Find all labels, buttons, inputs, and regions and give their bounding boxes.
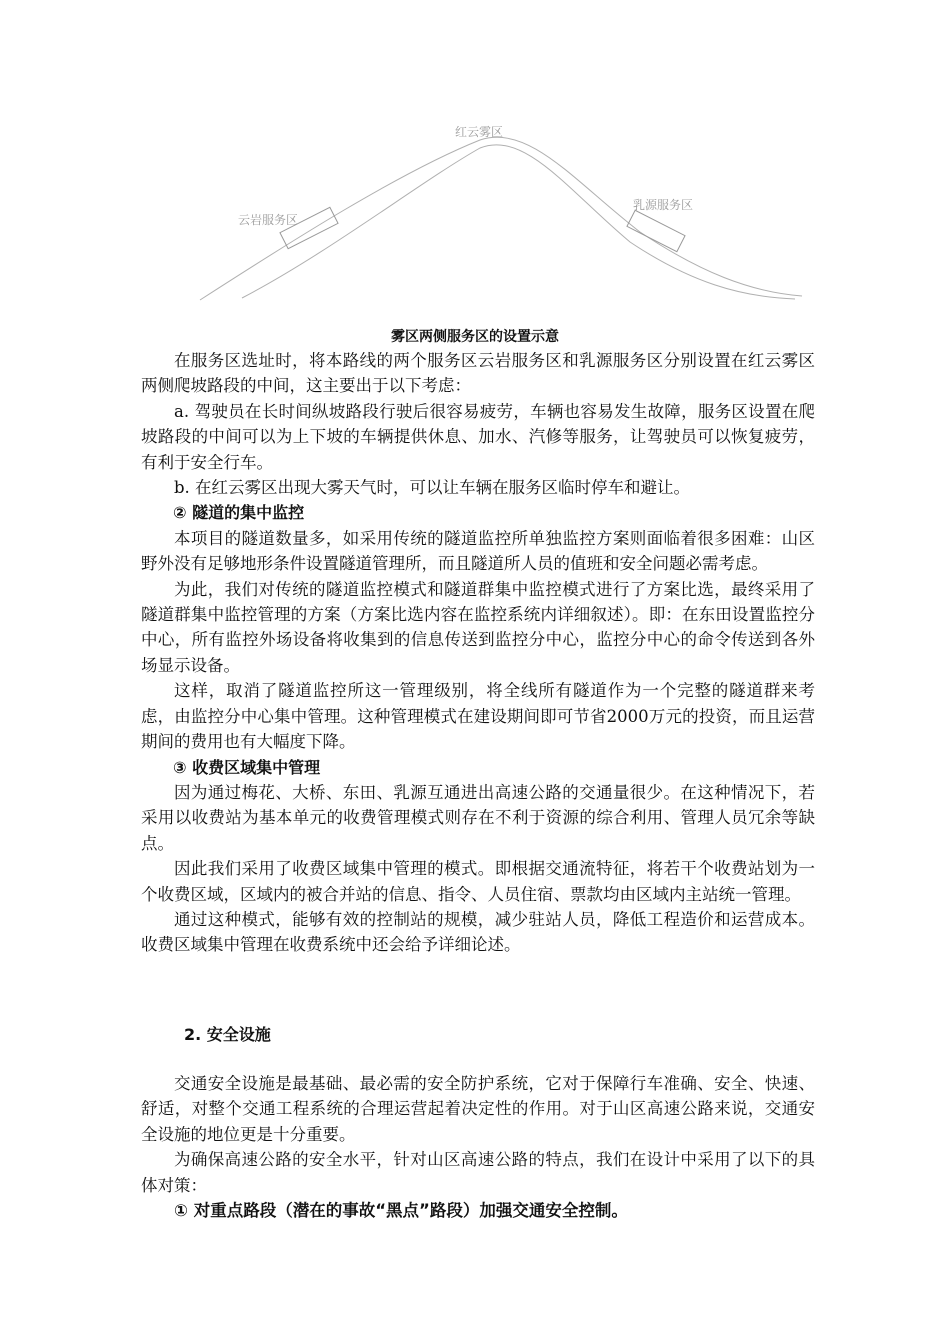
paragraph: 交通安全设施是最基础、最必需的安全防护系统，它对于保障行车准确、安全、快速、舒适，对整个交通工程系统的合理运营起着决定性的作用。对于山区高速公路来说，交通安全设施的地位更是十分重要。 xyxy=(141,1074,815,1144)
paragraph: 本项目的隧道数量多，如采用传统的隧道监控所单独监控方案则面临着很多困难：山区野外没有足够地形条件设置隧道管理所，而且隧道所人员的值班和安全问题必需考虑。 xyxy=(141,528,815,574)
body-text-block-1 xyxy=(141,348,815,958)
paragraph: a. 驾驶员在长时间纵坡路段行驶后很容易疲劳，车辆也容易发生故障，服务区设置在爬坡路段的中间可以为上下坡的车辆提供休息、加水、汽修等服务，让驾驶员可以恢复疲劳，有利于安全行车。 xyxy=(141,401,815,472)
paragraph: b. 在红云雾区出现大雾天气时，可以让车辆在服务区临时停车和避让。 xyxy=(174,478,691,498)
subheading: ① 对重点路段（潜在的事故“黑点”路段）加强交通安全控制。 xyxy=(174,1201,628,1221)
peak-label: 红云雾区 xyxy=(455,125,504,139)
paragraph: 通过这种模式，能够有效的控制站的规模，减少驻站人员，降低工程造价和运营成本。收费区域集中管理在收费系统中还会给予详细论述。 xyxy=(141,909,815,955)
section-title: 2. 安全设施 xyxy=(184,1025,271,1044)
paragraph: 因为通过梅花、大桥、东田、乳源互通进出高速公路的交通量很少。在这种情况下，若采用以收费站为基本单元的收费管理模式则存在不利于资源的综合利用、管理人员冗余等缺点。 xyxy=(141,782,815,853)
figure-caption: 雾区两侧服务区的设置示意 xyxy=(391,329,559,345)
left-service-area-label: 云岩服务区 xyxy=(238,213,299,227)
paragraph: 为确保高速公路的安全水平，针对山区高速公路的特点，我们在设计中采用了以下的具体对策： xyxy=(141,1150,815,1195)
paragraph: 这样，取消了隧道监控所这一管理级别，将全线所有隧道作为一个完整的隧道群来考虑，由监控分中心集中管理。这种管理模式在建设期间即可节省2000万元的投资，而且运营期间的费用也有大幅度下降。 xyxy=(141,681,815,752)
mountain-profile-figure xyxy=(180,112,820,312)
subheading: ③ 收费区域集中管理 xyxy=(173,757,321,777)
paragraph: 因此我们采用了收费区域集中管理的模式。即根据交通流特征，将若干个收费站划为一个收费区域，区域内的被合并站的信息、指令、人员住宿、票款均由区域内主站统一管理。 xyxy=(141,859,815,904)
paragraph: 在服务区选址时，将本路线的两个服务区云岩服务区和乳源服务区分别设置在红云雾区两侧爬坡路段的中间，这主要出于以下考虑： xyxy=(141,351,815,396)
paragraph: 为此，我们对传统的隧道监控模式和隧道群集中监控模式进行了方案比选，最终采用了隧道群集中监控管理的方案（方案比选内容在监控系统内详细叙述）。即：在东田设置监控分中心，所有监控外场设备将收集到的信息传送到监控分中心，监控分中心的命令传送到各外场显示设备。 xyxy=(141,579,815,675)
right-service-area-label: 乳源服务区 xyxy=(633,198,694,212)
body-text-block-2 xyxy=(141,1071,815,1223)
subheading: ② 隧道的集中监控 xyxy=(173,503,305,523)
service-area-diagram xyxy=(180,112,820,312)
